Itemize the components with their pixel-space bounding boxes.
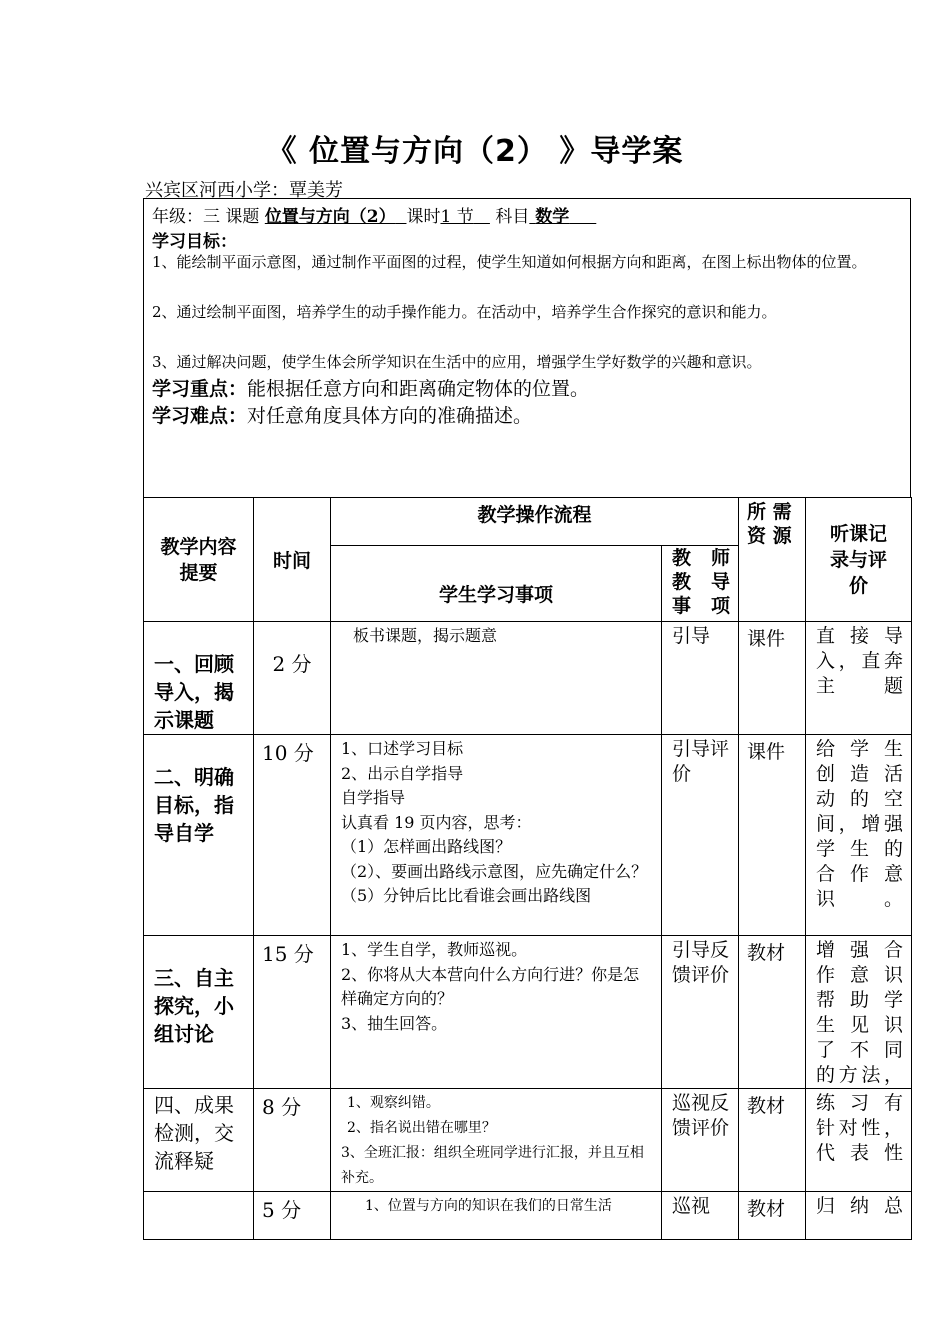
subject-label: 科目	[495, 207, 530, 227]
key-point-text: 能根据任意方向和距离确定物体的位置。	[247, 378, 590, 400]
header-resources: 所 需 资 源	[739, 498, 806, 622]
step-line: 自学指导	[341, 788, 406, 807]
author-line: 兴宾区河西小学：覃美芳	[145, 180, 343, 201]
step-line: 3、抽生回答。	[341, 1013, 448, 1033]
step-line: 1、观察纠错。	[347, 1095, 440, 1111]
grade-label: 年级：	[152, 207, 203, 227]
step-line: （5）分钟后比比看谁会画出路线图	[341, 886, 592, 905]
table-row	[144, 1192, 912, 1240]
teacher-guide: 巡视	[662, 1192, 739, 1240]
goal-item: 3、通过解决问题，使学生体会所学知识在生活中的应用，增强学生学好数学的兴趣和意识。	[152, 353, 762, 371]
header-time: 时间	[254, 498, 331, 622]
step-line: 3、全班汇报：组织全班同学进行汇报，并且互相补充。	[341, 1145, 644, 1186]
step-line: 认真看 19 页内容，思考：	[341, 812, 532, 832]
section-label: 四、成果检测，交流释疑	[144, 1089, 254, 1192]
table-row	[144, 735, 912, 936]
step-line: 板书课题，揭示题意	[353, 626, 498, 645]
note-cell: 直 接 导 入，直奔主题	[806, 622, 912, 735]
difficulty-label: 学习难点：	[152, 405, 248, 427]
period-value: 1 节	[440, 207, 474, 227]
step-line: （2）、要画出路线示意图，应先确定什么？	[341, 861, 648, 881]
step-line: 1、学生自学，教师巡视。	[341, 940, 528, 959]
student-steps	[331, 622, 662, 735]
time-cell: 2 分	[254, 622, 331, 735]
table-row	[144, 622, 912, 735]
note-cell: 给 学 生 创 造 活 动 的 空 间，增强 学 生 的 合 作 意 识。	[806, 735, 912, 936]
lesson-flow-table	[143, 497, 912, 1240]
topic-value: 位置与方向（2）	[264, 207, 396, 227]
header-flow: 教学操作流程	[331, 498, 739, 546]
subject-value: 数学	[535, 207, 570, 227]
period-label: 课时	[406, 207, 441, 227]
student-steps	[331, 735, 662, 936]
table-row	[144, 1089, 912, 1192]
section-label	[144, 1192, 254, 1240]
step-line: 1、位置与方向的知识在我们的日常生活	[365, 1198, 612, 1214]
resource-cell: 教材	[739, 1089, 806, 1192]
student-steps	[331, 936, 662, 1089]
step-line: 2、指名说出错在哪里？	[347, 1120, 496, 1136]
goal-item: 2、通过绘制平面图，培养学生的动手操作能力。在活动中，培养学生合作探究的意识和能力。	[152, 303, 777, 321]
grade-value: 三	[203, 207, 220, 227]
student-steps	[331, 1089, 662, 1192]
student-steps	[331, 1192, 662, 1240]
topic-label: 课题	[225, 207, 260, 227]
lesson-header-line	[152, 202, 904, 227]
time-cell: 8 分	[254, 1089, 331, 1192]
step-line: 2、出示自学指导	[341, 763, 464, 783]
resource-cell: 教材	[739, 936, 806, 1089]
section-label: 一、回顾导入，揭示课题	[144, 622, 254, 735]
note-cell: 增 强 合 作 意 识 帮 助 学 生 见 识 了 不 同 的方法，	[806, 936, 912, 1089]
teacher-guide: 引导评价	[662, 735, 739, 936]
note-cell: 归 纳 总	[806, 1192, 912, 1240]
resource-cell: 课件	[739, 622, 806, 735]
key-point-label: 学习重点：	[152, 378, 248, 400]
difficulty-text: 对任意角度具体方向的准确描述。	[247, 405, 533, 427]
step-line: 1、口述学习目标	[341, 739, 464, 758]
section-label: 二、明确目标，指导自学	[144, 735, 254, 936]
resource-cell: 课件	[739, 735, 806, 936]
lesson-info-box	[143, 198, 911, 498]
time-cell: 10 分	[254, 735, 331, 936]
teacher-guide: 引导	[662, 622, 739, 735]
step-line: 2、你将从大本营向什么方向行进？你是怎样确定方向的？	[341, 964, 640, 1008]
header-notes: 听课记录与评价	[806, 498, 912, 622]
table-row	[144, 936, 912, 1089]
resource-cell: 教材	[739, 1192, 806, 1240]
time-cell: 15 分	[254, 936, 331, 1089]
time-cell: 5 分	[254, 1192, 331, 1240]
header-student: 学生学习事项	[331, 546, 662, 622]
difficulty-line	[152, 401, 904, 428]
goal-item: 1、能绘制平面示意图，通过制作平面图的过程，使学生知道如何根据方向和距离，在图上标出物体的位置。	[152, 253, 867, 271]
header-teacher: 教 师 教 导 事 项	[662, 546, 739, 622]
teacher-guide: 巡视反馈评价	[662, 1089, 739, 1192]
teacher-guide: 引导反馈评价	[662, 936, 739, 1089]
step-line: （1）怎样画出路线图？	[341, 837, 512, 856]
document-title: 《 位置与方向（2） 》导学案	[266, 134, 684, 169]
header-content: 教学内容提要	[144, 498, 254, 622]
key-point-line	[152, 374, 904, 401]
note-cell: 练 习 有 针对性，代表性	[806, 1089, 912, 1192]
goals-heading: 学习目标：	[152, 232, 237, 252]
section-label: 三、自主探究，小组讨论	[144, 936, 254, 1089]
